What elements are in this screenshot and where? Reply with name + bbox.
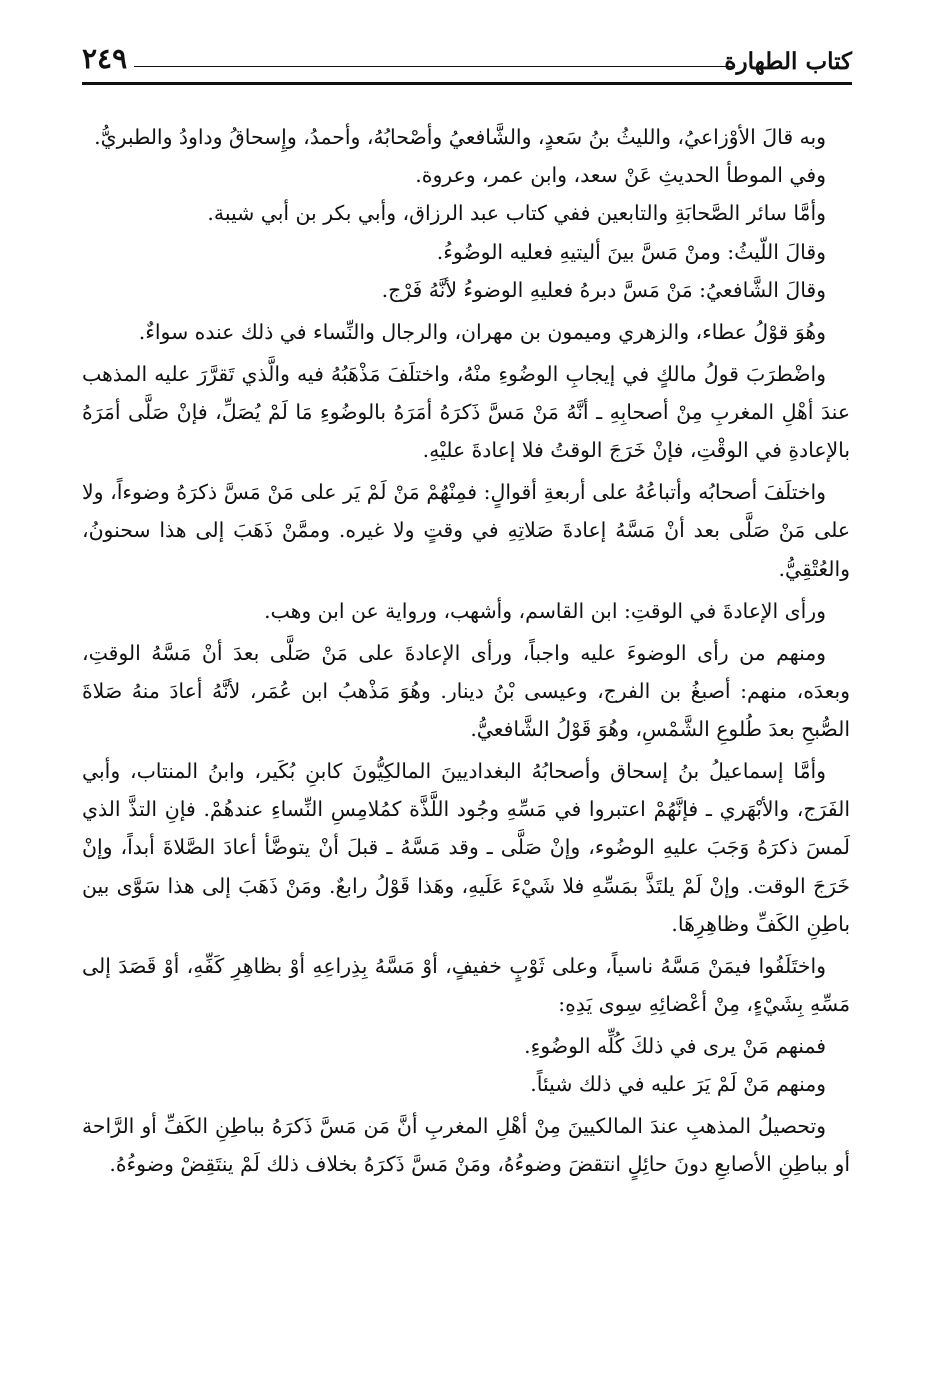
page-body (82, 118, 850, 1187)
paragraph: وهُوَ قوْلُ عطاء، والزهري وميمون بن مهران، والرجال والنِّساء في ذلك عنده سواءٌ. (138, 319, 826, 344)
paragraph: وبه قالَ الأوْزاعيُ، والليثُ بنُ سَعدٍ، والشَّافعيُ وأصْحابُهُ، وأحمدُ، وإِسحاقُ وداودُ والطبريُّ. (94, 125, 826, 149)
paragraph: ومنهم مَنْ لَمْ يَرَ عليه في ذلك شيئاً. (530, 1072, 826, 1097)
paragraph: وفي الموطأ الحديثِ عَنْ سعد، وابن عمر، وعروة. (415, 163, 826, 188)
paragraph: وتحصيلُ المذهبِ عندَ المالكيينَ مِنْ أهْلِ المغربِ أنَّ مَن مَسَّ ذَكرَهُ بباطِنِ الكَفِّ أو الرَّاحة أو بباطِنِ الأصابعِ دونَ حائِلٍ انتقضَ وضوءُهُ، ومَنْ مَسَّ ذَكرَهُ بخلاف ذلك لَمْ ينتَقِضْ وضوءُهُ. (82, 1114, 850, 1177)
header-rule-thick (82, 82, 852, 85)
paragraph: واختَلَفُوا فيمَنْ مَسَّهُ ناسياً، وعلى ثَوْبٍ خفيفٍ، أوْ مَسَّهُ بِذِراعِهِ أوْ بظاهِرِ كَفِّهِ، أوْ قَصَدَ إلى مَسِّهِ بِشَيْءٍ، مِنْ أعْضائِهِ سِوى يَدِهِ: (82, 953, 850, 1017)
paragraph: وأمَّا إسماعيلُ بنُ إسحاق وأصحابُهُ البغداديينَ المالكِيُّونَ كابنِ بُكَير، وابنُ المنتاب، وأبي الفَرَج، والأبْهَري ـ فإنَّهُمْ اعتبروا في مَسِّهِ وجُود اللَّذَّة كمُلامِسِ النِّساءِ عندهُمْ. فإنِ التذَّ الذي لَمسَ ذكرَهُ وَجَبَ عليهِ الوضُوء، وإنْ صَلَّى ـ وقد مَسَّهُ ـ قبلَ أنْ يتوضَّأ أعادَ الصَّلاةَ أبداً، وإنْ خَرَجَ الوقت. وإنْ لَمْ يلتَذَّ بمَسِّهِ فلا شَيْءَ عَلَيهِ، وهَذا قَوْلُ رابعٌ. ومَنْ ذَهَبَ إلى هذا سَوَّى بين باطِنِ الكَفِّ وظاهِرِهَا. (82, 759, 850, 936)
paragraph: ومنهم من رأى الوضوءَ عليه واجباً، ورأى الإعادةَ على مَنْ صَلَّى بعدَ أنْ مَسَّهُ الوقتِ، وبعدَه، منهم: أصبغُ بن الفرج، وعيسى بْنُ دينار. وهُوَ مَذْهبُ ابن عُمَر، لأنَّهُ أعادَ منهُ صَلاةَ الصُّبحِ بعدَ طُلوعِ الشَّمْسِ، وهُوَ قَوْلُ الشَّافعيُّ. (82, 640, 850, 742)
header-rule-thin (134, 66, 732, 67)
paragraph: واختلَفَ أصحابُه وأتباعُهُ على أربعةِ أقوالٍ: فمِنْهُمْ مَنْ لَمْ يَر على مَنْ مَسَّ ذكرَهُ وضوءاً، ولا على مَنْ صَلَّى بعد أنْ مَسَّهُ إعادةَ صَلاتِهِ في وقتٍ ولا غيره. وممَّنْ ذَهَبَ إلى هذا سحنونُ، والعُتْقِيُّ. (82, 480, 850, 581)
paragraph: وقالَ اللّيثُ: ومنْ مَسَّ بينَ أليتيهِ فعليه الوضُوءُ. (436, 239, 826, 264)
chapter-title: كتاب الطهارة (724, 48, 852, 75)
page-number: ٢٤٩ (82, 42, 128, 75)
paragraph: واضْطرَبَ قولُ مالكٍ في إيجابِ الوضُوءِ منْهُ، واختلَفَ مَذْهَبُهُ فيه والَّذي تَقرَّرَ عليه المذهب عندَ أهْلِ المغربِ مِنْ أصحابِهِ ـ أنَّهُ مَنْ مَسَّ ذَكرَهُ أمَرَهُ بالوضُوءِ مَا لَمْ يُصَلِّ، فإنْ صَلَّى أمَرَهُ بالإعادةِ في الوقْتِ، فإنْ خَرَجَ الوقتُ فلا إعادةَ عليْهِ. (82, 361, 850, 463)
running-header (82, 42, 852, 86)
paragraph: وأمَّا سائر الصَّحابَةِ والتابعين ففي كتاب عبد الرزاق، وأبي بكر بن أبي شيبة. (207, 201, 826, 226)
paragraph: ورأى الإعادةَ في الوقتِ: ابن القاسم، وأشهب، ورواية عن ابن وهب. (264, 598, 826, 623)
paragraph: وقالَ الشَّافعيُ: مَنْ مَسَّ دبرهُ فعليهِ الوضوءُ لأنَّهُ فَرْج. (381, 277, 826, 302)
paragraph: فمنهم مَنْ يرى في ذلكَ كُلِّه الوضُوءِ. (524, 1034, 826, 1059)
